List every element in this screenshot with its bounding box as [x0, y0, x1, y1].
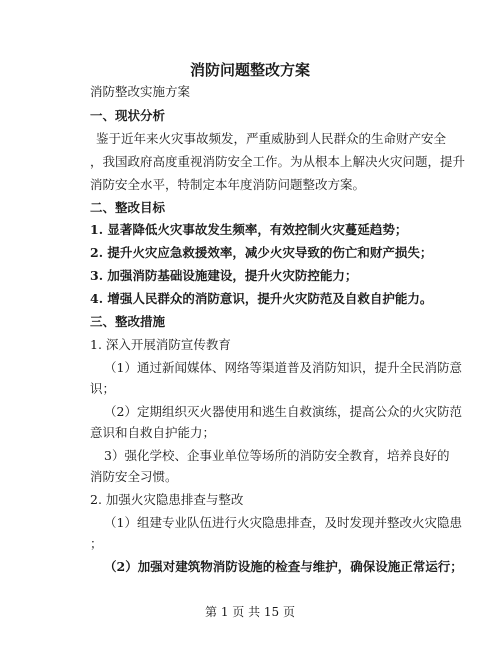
goal-item: 2. 提升火灾应急救援效率，减少火灾导致的伤亡和财产损失； — [90, 245, 433, 260]
paragraph-line: 鉴于近年来火灾事故频发，严重威胁到人民群众的生命财产安全 — [96, 131, 447, 146]
goal-item: 3. 加强消防基础设施建设，提升火灾防控能力； — [90, 268, 358, 283]
measure-line: 意识和自救自护能力； — [90, 425, 216, 440]
measure-line: （2）加强对建筑物消防设施的检查与维护，确保设施正常运行； — [104, 559, 463, 574]
paragraph-line: 消防安全水平，特制定本年度消防问题整改方案。 — [90, 177, 366, 192]
goal-item: 1. 显著降低火灾事故发生频率，有效控制火灾蔓延趋势； — [90, 222, 408, 237]
measure-line: （2）定期组织灭火器使用和逃生自救演练，提高公众的火灾防范 — [104, 404, 462, 419]
document-subtitle: 消防整改实施方案 — [90, 84, 191, 99]
measure-line: 识； — [90, 381, 116, 396]
goal-item: 4. 增强人民群众的消防意识，提升火灾防范及自救自护能力。 — [90, 291, 433, 306]
section-heading-measures: 三、整改措施 — [90, 314, 166, 329]
measure-line: （1）组建专业队伍进行火灾隐患排查，及时发现并整改火灾隐患 — [104, 515, 462, 530]
measure-subheading: 1. 深入开展消防宣传教育 — [90, 337, 231, 352]
measure-line: ； — [90, 536, 103, 551]
paragraph-line: ，我国政府高度重视消防安全工作。为从根本上解决火灾问题，提升 — [90, 154, 466, 169]
page-footer: 第 1 页 共 15 页 — [205, 605, 295, 619]
section-heading-situation: 一、现状分析 — [90, 108, 166, 123]
document-title: 消防问题整改方案 — [189, 61, 310, 79]
measure-line: （1）通过新闻媒体、网络等渠道普及消防知识，提升全民消防意 — [104, 360, 462, 375]
measure-line: 消防安全习惯。 — [90, 469, 178, 484]
measure-subheading: 2. 加强火灾隐患排查与整改 — [90, 492, 244, 507]
section-heading-goals: 二、整改目标 — [90, 200, 166, 215]
measure-line: 3）强化学校、企事业单位等场所的消防安全教育，培养良好的 — [104, 448, 450, 463]
